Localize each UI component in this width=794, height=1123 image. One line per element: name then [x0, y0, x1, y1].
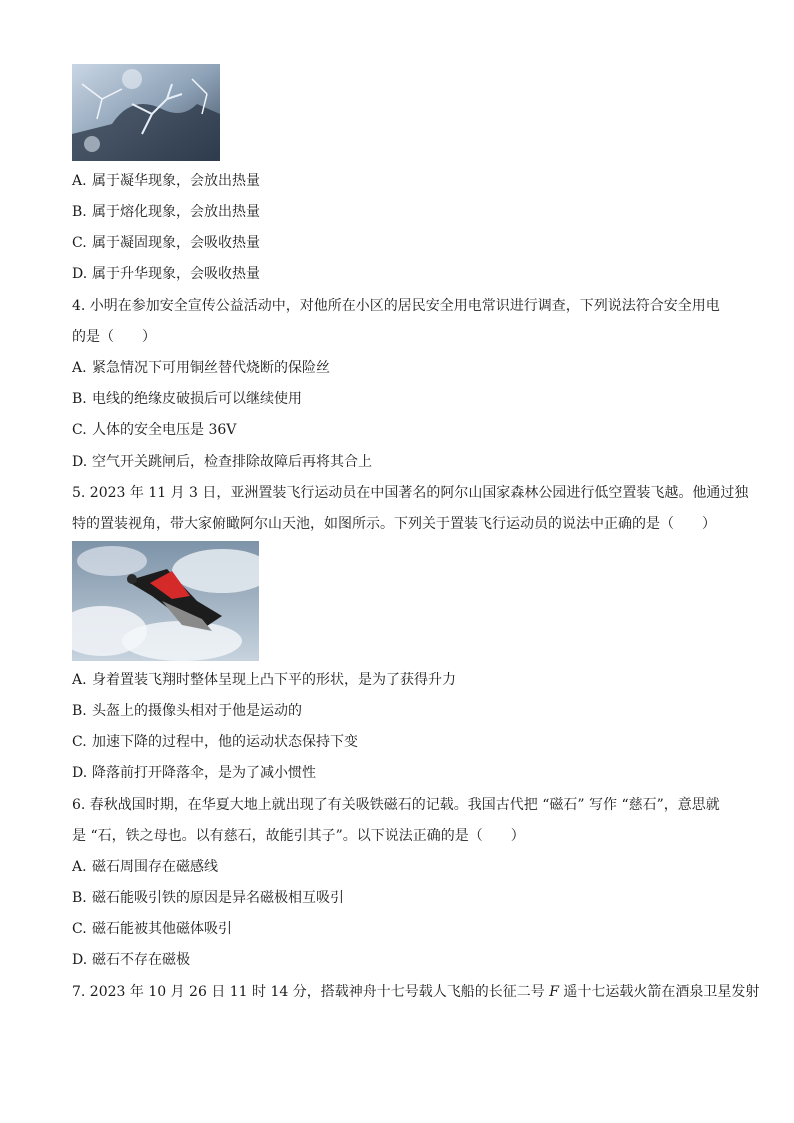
q3-option-b: B. 属于熔化现象，会放出热量 [72, 204, 260, 220]
q6-option-d: D. 磁石不存在磁极 [72, 952, 190, 968]
q4-option-c: C. 人体的安全电压是 36V [72, 422, 237, 438]
q5-option-b: B. 头盔上的摄像头相对于他是运动的 [72, 703, 302, 719]
q5-option-a: A. 身着置装飞翔时整体呈现上凸下平的形状，是为了获得升力 [72, 672, 456, 688]
q5-stem-line1: 5. 2023 年 11 月 3 日，亚洲置装飞行运动员在中国著名的阿尔山国家森林公园进行低空置装飞越。他通过独 [72, 485, 749, 501]
q4-option-b: B. 电线的绝缘皮破损后可以继续使用 [72, 391, 302, 407]
q7-stem-line1: 7. 2023 年 10 月 26 日 11 时 14 分，搭载神舟十七号载人飞船的长征二号 F 遥十七运载火箭在酒泉卫星发射 [72, 984, 760, 1000]
frost-pattern-image [72, 64, 220, 161]
q3-option-d: D. 属于升华现象，会吸收热量 [72, 266, 260, 282]
q4-stem-line1: 4. 小明在参加安全宣传公益活动中，对他所在小区的居民安全用电常识进行调查，下列说法符合安全用电 [72, 298, 720, 314]
q6-stem-line1: 6. 春秋战国时期，在华夏大地上就出现了有关吸铁磁石的记载。我国古代把 “磁石” 写作 “慈石”，意思就 [72, 797, 720, 813]
q6-option-c: C. 磁石能被其他磁体吸引 [72, 921, 232, 937]
q4-stem-line2: 的是（ ） [72, 329, 156, 345]
q6-option-b: B. 磁石能吸引铁的原因是异名磁极相互吸引 [72, 890, 344, 906]
q3-option-c: C. 属于凝固现象，会吸收热量 [72, 235, 260, 251]
q5-option-c: C. 加速下降的过程中，他的运动状态保持下变 [72, 734, 358, 750]
q6-option-a: A. 磁石周围存在磁感线 [72, 859, 218, 875]
q3-option-a: A. 属于凝华现象，会放出热量 [72, 173, 260, 189]
q5-option-d: D. 降落前打开降落伞，是为了减小惯性 [72, 765, 316, 781]
q4-option-a: A. 紧急情况下可用铜丝替代烧断的保险丝 [72, 360, 330, 376]
q4-option-d: D. 空气开关跳闸后，检查排除故障后再将其合上 [72, 454, 372, 470]
wingsuit-flyer-image [72, 541, 259, 661]
q6-stem-line2: 是 “石，铁之母也。以有慈石，故能引其子”。以下说法正确的是（ ） [72, 828, 525, 844]
q5-stem-line2: 特的置装视角，带大家俯瞰阿尔山天池，如图所示。下列关于置装飞行运动员的说法中正确的是（ ） [72, 516, 716, 532]
